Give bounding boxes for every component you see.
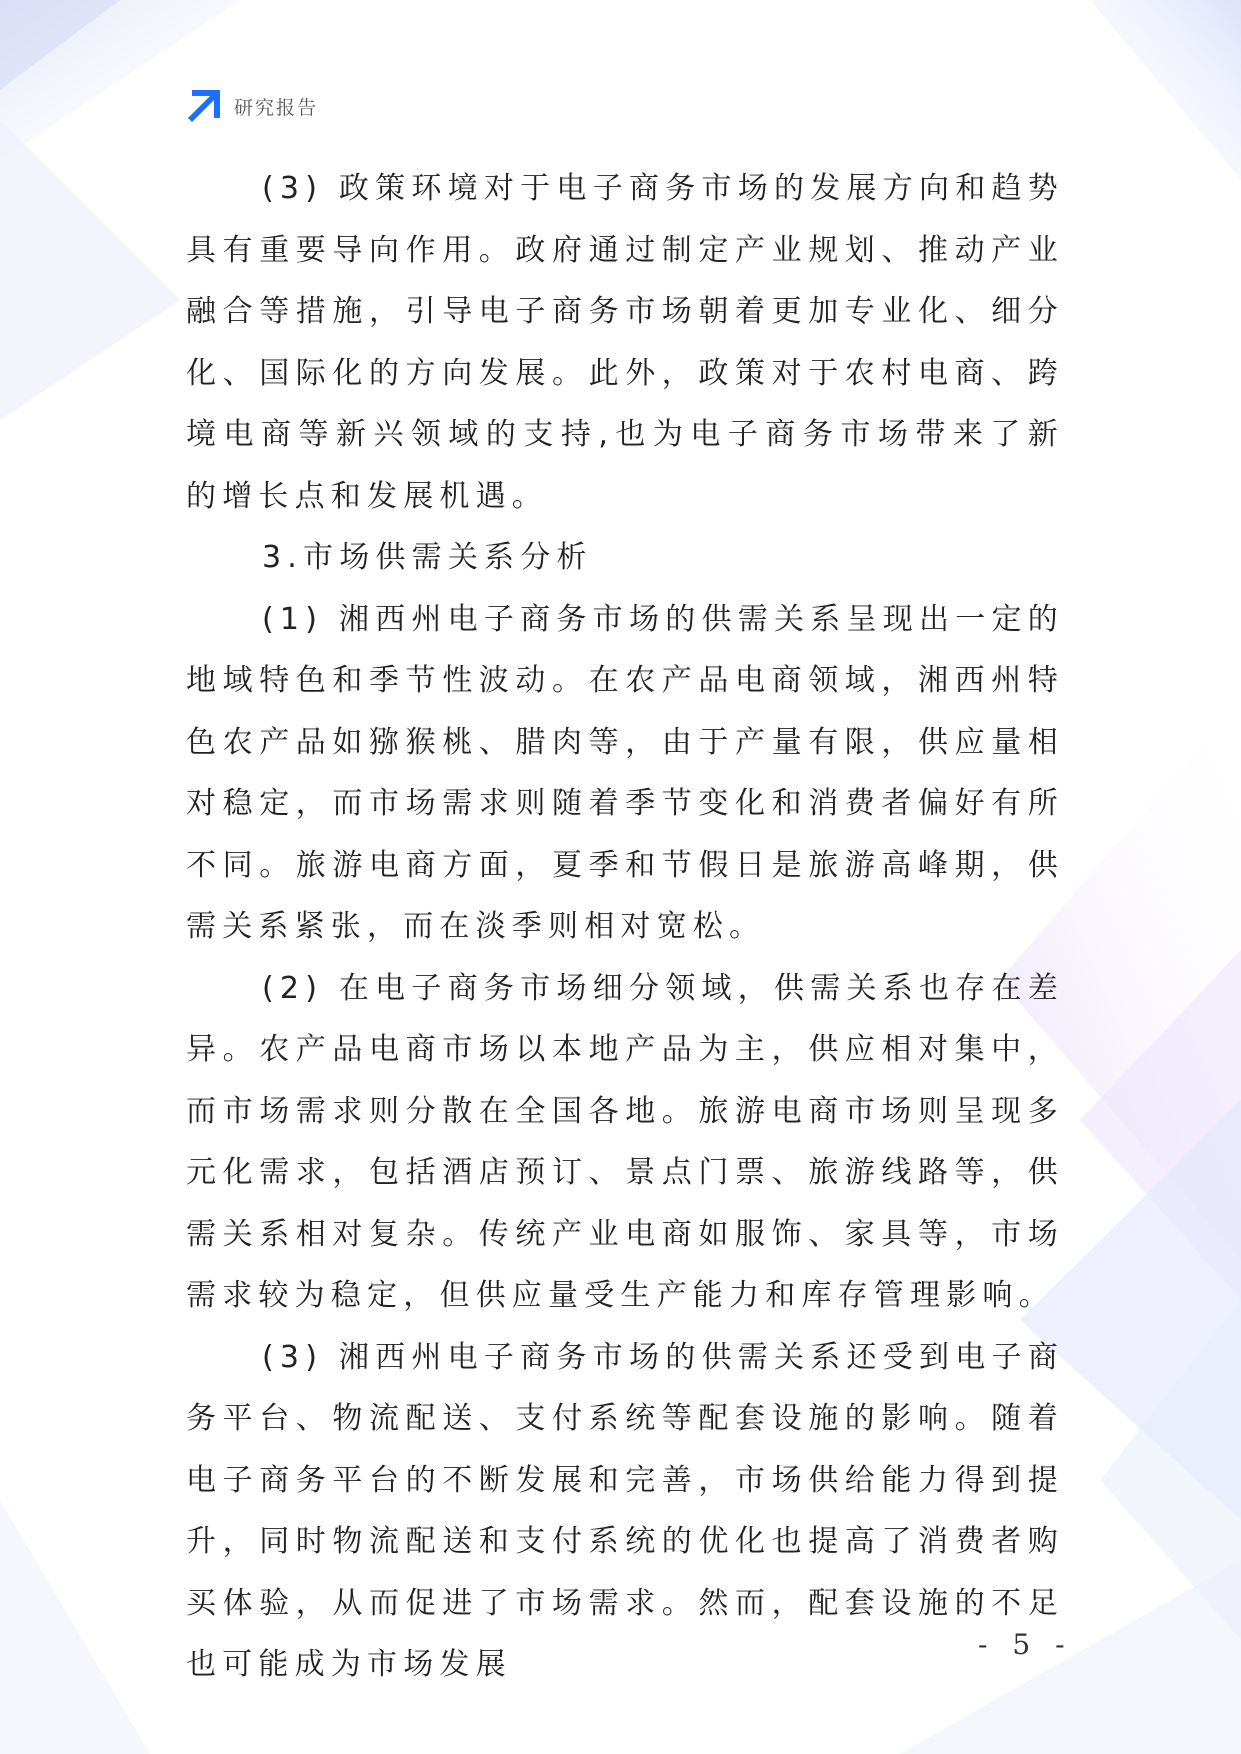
- report-header: [186, 88, 318, 124]
- paragraph: (3) 湘西州电子商务市场的供需关系还受到电子商务平台、物流配送、支付系统等配套设施的影响。随着电子商务平台的不断发展和完善，市场供给能力得到提升，同时物流配送和支付系统的优化也提高了消费者购买体验，从而促进了市场需求。然而，配套设施的不足也可能成为市场发展: [186, 1339, 1064, 1682]
- section-heading: 3.市场供需关系分析: [262, 540, 593, 575]
- paragraph: (2) 在电子商务市场细分领域，供需关系也存在差异。农产品电商市场以本地产品为主，供应相对集中，而市场需求则分散在全国各地。旅游电商市场则呈现多元化需求，包括酒店预订、景点门票、旅游线路等，供需关系相对复杂。传统产业电商如服饰、家具等，市场需求较为稳定，但供应量受生产能力和库存管理影响。: [186, 970, 1064, 1313]
- paragraph: (3) 政策环境对于电子商务市场的发展方向和趋势具有重要导向作用。政府通过制定产业规划、推动产业融合等措施，引导电子商务市场朝着更加专业化、细分化、国际化的方向发展。此外，政策对于农村电商、跨境电商等新兴领域的支持,也为电子商务市场带来了新的增长点和发展机遇。: [186, 171, 1064, 514]
- paragraph: (1) 湘西州电子商务市场的供需关系呈现出一定的地域特色和季节性波动。在农产品电商领域，湘西州特色农产品如猕猴桃、腊肉等，由于产量有限，供应量相对稳定，而市场需求则随着季节变化和消费者偏好有所不同。旅游电商方面，夏季和节假日是旅游高峰期，供需关系紧张，而在淡季则相对宽松。: [186, 601, 1064, 944]
- header-title: 研究报告: [234, 96, 319, 119]
- arrow-up-right-icon: [186, 88, 222, 124]
- page-number: - 5 -: [978, 1628, 1073, 1661]
- document-body: [186, 158, 1064, 1696]
